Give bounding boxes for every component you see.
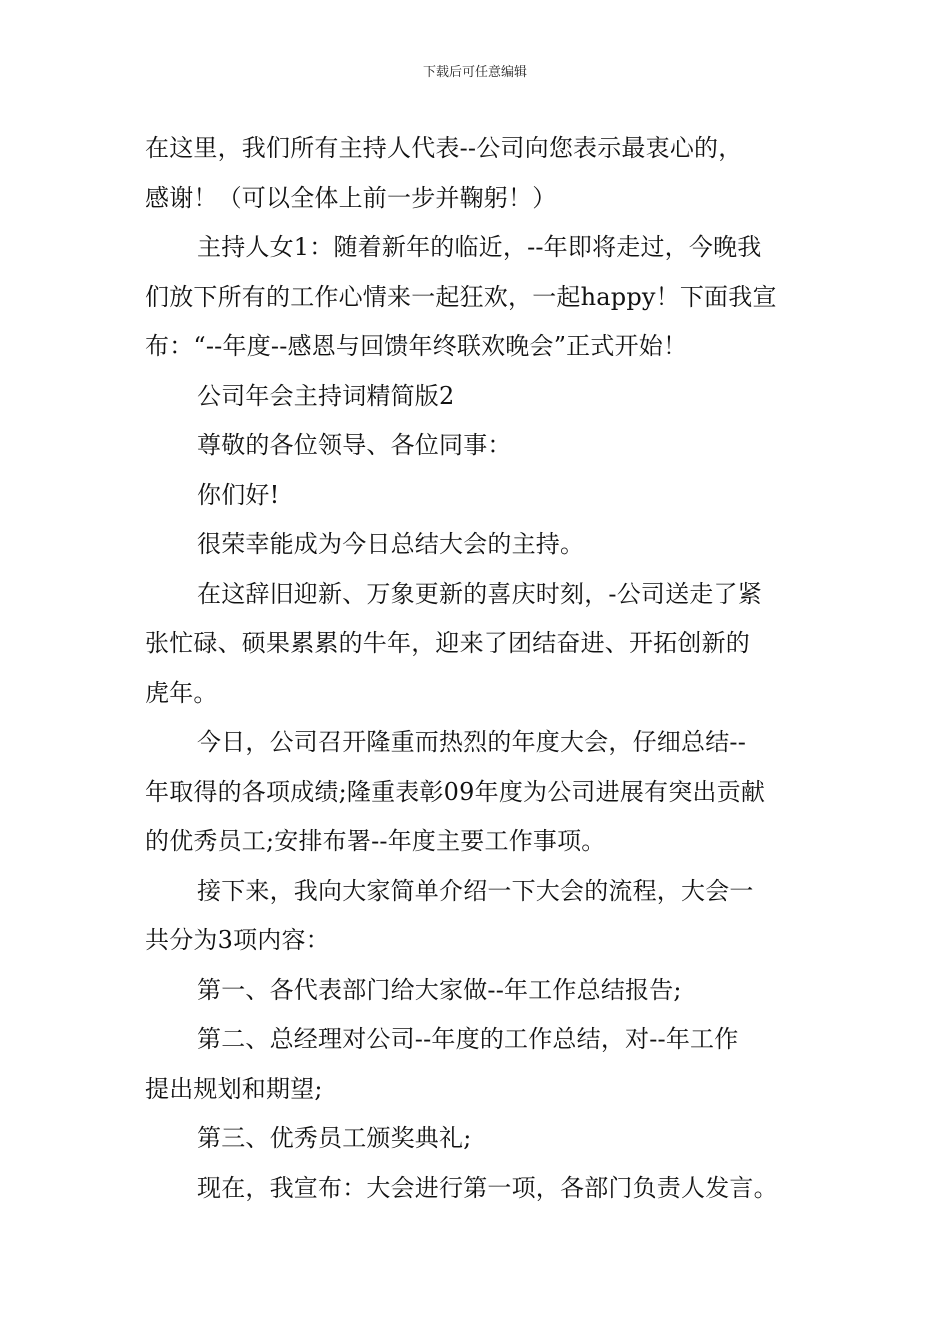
text-line: 布：“--年度--感恩与回馈年终联欢晚会”正式开始！ bbox=[145, 332, 688, 360]
text-line: 现在，我宣布：大会进行第一项，各部门负责人发言。 bbox=[197, 1173, 778, 1202]
text-line: 今日，公司召开隆重而热烈的年度大会，仔细总结-- bbox=[197, 728, 747, 756]
text-line: 很荣幸能成为今日总结大会的主持。 bbox=[197, 530, 585, 558]
text-line: 们放下所有的工作心情来一起狂欢，一起happy！下面我宣 bbox=[145, 282, 777, 311]
page-header: 下载后可任意编辑 bbox=[422, 65, 527, 80]
text-line: 感谢！（可以全体上前一步并鞠躬！） bbox=[145, 183, 557, 212]
text-line: 主持人女1：随着新年的临近，--年即将走过，今晚我 bbox=[197, 233, 762, 261]
text-line: 第一、各代表部门给大家做--年工作总结报告; bbox=[197, 975, 682, 1004]
text-line: 共分为3项内容： bbox=[145, 926, 330, 954]
text-line: 你们好! bbox=[197, 480, 280, 509]
text-line: 第三、优秀员工颁奖典礼; bbox=[197, 1124, 472, 1152]
text-line: 公司年会主持词精简版2 bbox=[197, 381, 455, 410]
text-line: 在这辞旧迎新、万象更新的喜庆时刻，-公司送走了紧 bbox=[197, 579, 762, 608]
text-line: 提出规划和期望; bbox=[145, 1074, 323, 1103]
text-line: 张忙碌、硕果累累的牛年，迎来了团结奋进、开拓创新的 bbox=[145, 629, 750, 657]
text-line: 在这里，我们所有主持人代表--公司向您表示最衷心的， bbox=[145, 134, 743, 162]
text-line: 尊敬的各位领导、各位同事： bbox=[197, 431, 512, 459]
text-line: 虎年。 bbox=[145, 678, 218, 707]
text-line: 年取得的各项成绩;隆重表彰09年度为公司进展有突出贡献 bbox=[145, 777, 766, 806]
text-line: 的优秀员工;安排布署--年度主要工作事项。 bbox=[145, 827, 606, 855]
text-line: 接下来，我向大家简单介绍一下大会的流程，大会一 bbox=[197, 876, 754, 905]
text-line: 第二、总经理对公司--年度的工作总结，对--年工作 bbox=[197, 1025, 739, 1053]
document-body bbox=[145, 124, 810, 1213]
